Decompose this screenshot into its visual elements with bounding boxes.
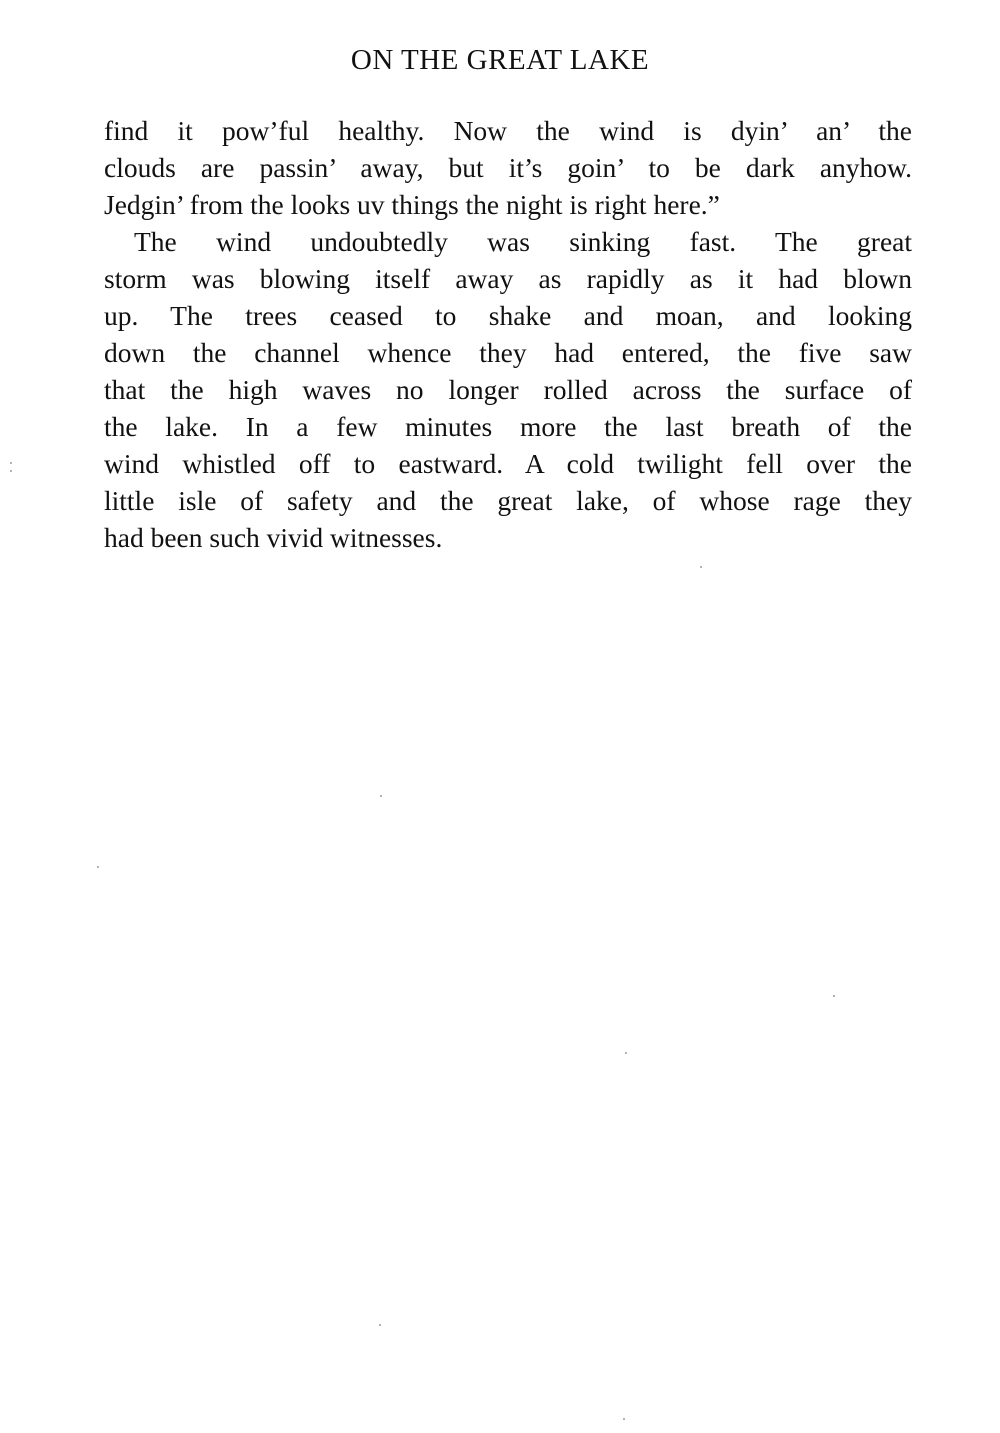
scan-speck (380, 795, 382, 797)
text-line: up. The trees ceased to shake and moan, and looking (104, 300, 912, 331)
scan-speck (10, 470, 12, 472)
scan-speck (379, 1324, 381, 1326)
scan-speck (833, 995, 835, 997)
text-line: The wind undoubtedly was sinking fast. The great (134, 226, 912, 257)
text-line: find it pow’ful healthy. Now the wind is dyin’ an’ the (104, 115, 912, 146)
text-line: storm was blowing itself away as rapidly as it had blown (104, 263, 912, 294)
text-line: had been such vivid witnesses. (104, 522, 443, 553)
text-line: that the high waves no longer rolled across the surface of (104, 374, 912, 405)
text-line: clouds are passin’ away, but it’s goin’ to be dark anyhow. (104, 152, 912, 183)
running-head: ON THE GREAT LAKE (350, 44, 650, 76)
paragraph-1 (104, 112, 912, 223)
text-line: Jedgin’ from the looks uv things the night is right here.” (104, 189, 720, 220)
text-line: down the channel whence they had entered, the five saw (104, 337, 912, 368)
scan-speck (623, 1418, 625, 1420)
text-line: the lake. In a few minutes more the last breath of the (104, 411, 912, 442)
scan-speck (97, 866, 99, 868)
paragraph-2 (104, 223, 912, 556)
scan-speck (625, 1052, 627, 1054)
text-line: wind whistled off to eastward. A cold twilight fell over the (104, 448, 912, 479)
scan-speck (10, 462, 12, 464)
body-text (104, 112, 912, 556)
text-line: little isle of safety and the great lake, of whose rage they (104, 485, 912, 516)
scan-speck (700, 566, 702, 568)
